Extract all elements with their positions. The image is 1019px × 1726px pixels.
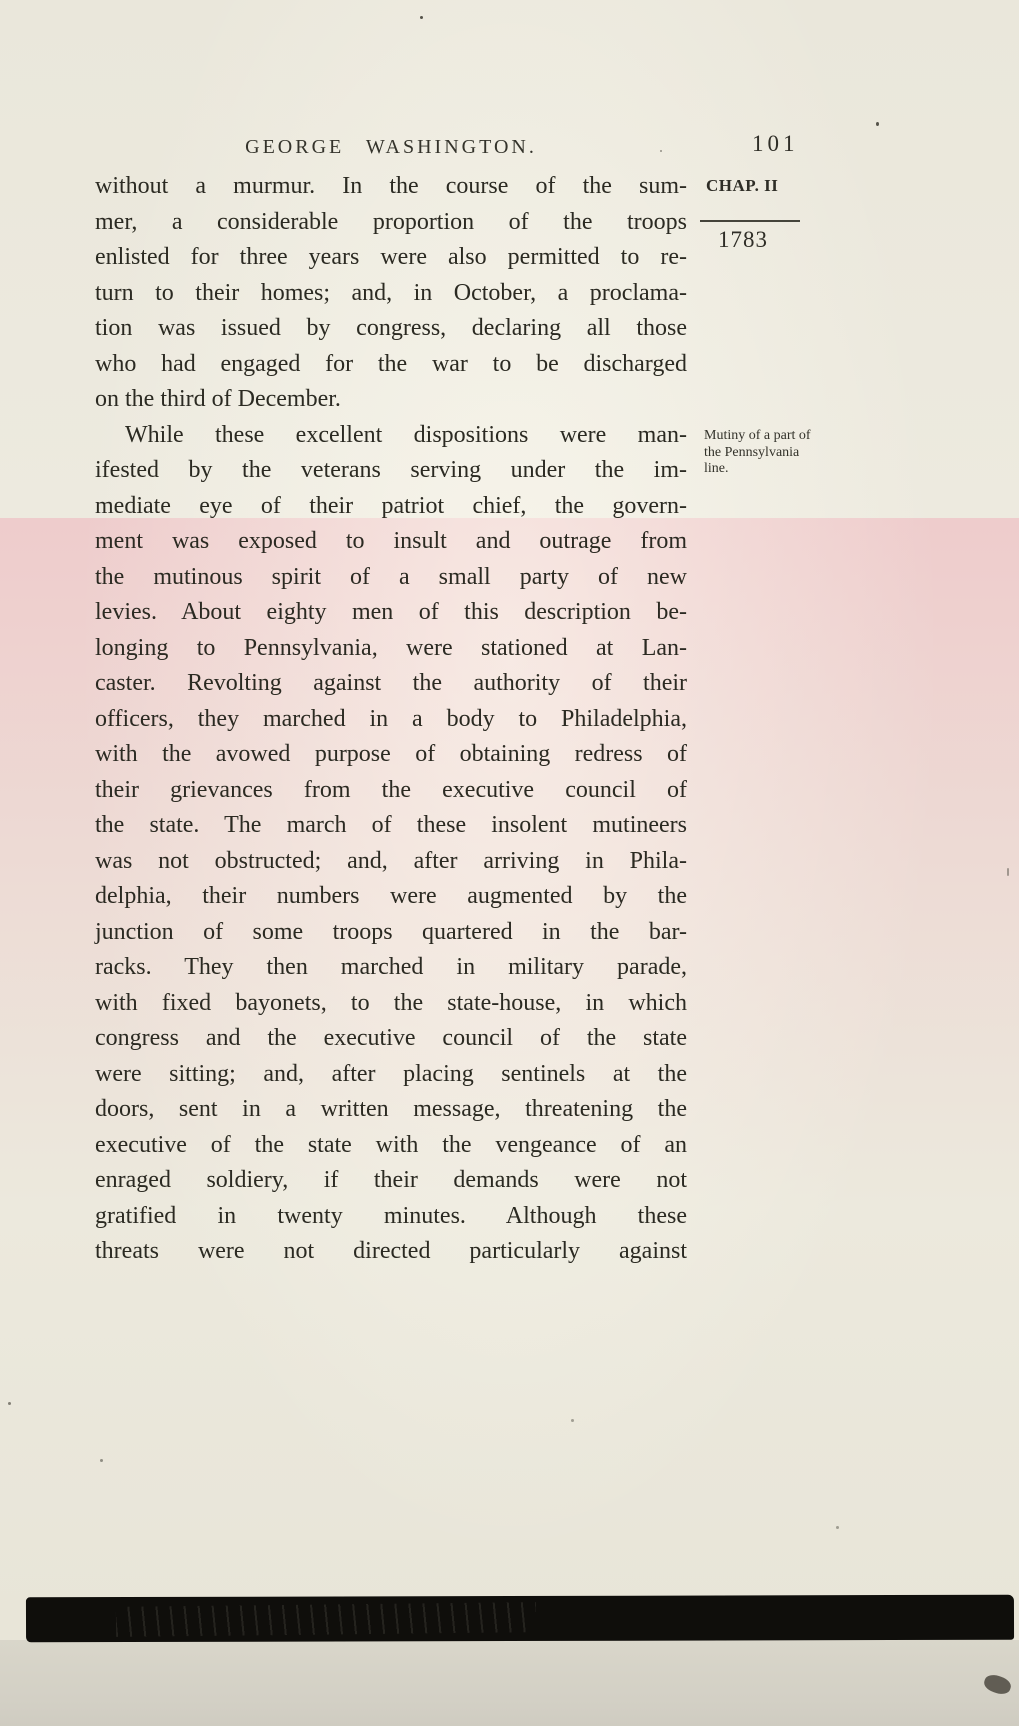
scan-speck	[660, 150, 662, 152]
text-line: without a murmur. In the course of the sum-	[95, 173, 687, 199]
text-line: While these excellent dispositions were man-	[125, 421, 687, 448]
text-line: ment was exposed to insult and outrage from	[95, 528, 687, 554]
running-header: GEORGE WASHINGTON.	[245, 136, 537, 158]
scan-dark-band	[26, 1595, 1014, 1643]
text-line: with the avowed purpose of obtaining redress of	[95, 741, 687, 767]
text-line: enlisted for three years were also permitted to re-	[95, 244, 687, 270]
text-line: gratified in twenty minutes. Although these	[95, 1202, 687, 1229]
text-line: levies. About eighty men of this description be-	[95, 599, 687, 625]
scan-speck	[836, 1526, 839, 1529]
text-line: on the third of December.	[95, 386, 341, 412]
text-line: congress and the executive council of the state	[95, 1025, 687, 1051]
year-label: 1783	[718, 227, 768, 252]
text-line: tion was issued by congress, declaring all those	[95, 315, 687, 341]
text-line: the state. The march of these insolent mutineers	[95, 812, 687, 838]
text-line: threats were not directed particularly against	[95, 1238, 687, 1264]
text-line: were sitting; and, after placing sentinels at the	[95, 1060, 687, 1087]
scan-speck	[876, 122, 879, 126]
text-line: caster. Revolting against the authority of their	[95, 670, 687, 696]
scan-speck	[420, 16, 423, 19]
text-line: racks. They then marched in military parade,	[95, 954, 687, 980]
margin-note: Mutiny of a part of the Pennsylvania line.	[704, 428, 811, 476]
text-line: turn to their homes; and, in October, a proclama-	[95, 279, 687, 306]
text-line: junction of some troops quartered in the bar-	[95, 918, 687, 945]
text-line: longing to Pennsylvania, were stationed at Lan-	[95, 634, 687, 661]
scan-speck	[1007, 868, 1009, 876]
text-line: mer, a considerable proportion of the troops	[95, 208, 687, 235]
text-line: enraged soldiery, if their demands were not	[95, 1167, 687, 1193]
text-line: doors, sent in a written message, threatening the	[95, 1096, 687, 1122]
text-line: executive of the state with the vengeance of an	[95, 1131, 687, 1158]
text-line: the mutinous spirit of a small party of new	[95, 563, 687, 590]
scan-speck	[571, 1419, 574, 1422]
chapter-label: CHAP. II	[706, 176, 779, 195]
text-line: delphia, their numbers were augmented by the	[95, 883, 687, 909]
text-line: officers, they marched in a body to Philadelphia,	[95, 705, 687, 732]
scan-speck	[100, 1459, 103, 1462]
text-line: who had engaged for the war to be discharged	[95, 350, 687, 377]
body-text	[95, 169, 687, 1270]
text-line: with fixed bayonets, to the state-house, in which	[95, 989, 687, 1016]
chapter-rule	[700, 220, 800, 222]
text-line: ifested by the veterans serving under the im-	[95, 457, 687, 483]
page-number: 101	[752, 131, 799, 156]
text-line: mediate eye of their patriot chief, the govern-	[95, 492, 687, 519]
text-line: was not obstructed; and, after arriving in Phila-	[95, 847, 687, 874]
scan-speck	[8, 1402, 11, 1405]
scan-bottom-strip	[0, 1640, 1019, 1726]
text-line: their grievances from the executive council of	[95, 776, 687, 803]
